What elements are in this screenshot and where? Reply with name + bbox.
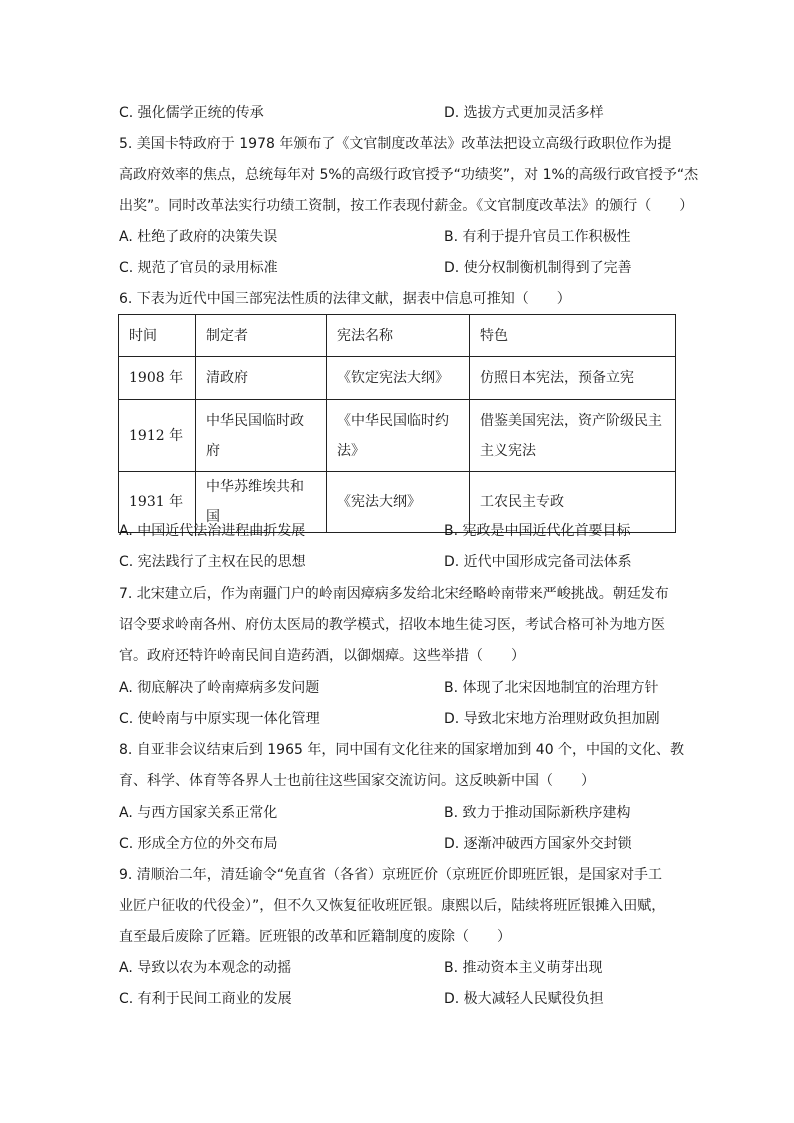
q9-stem-line-1: 9. 清顺治二年，清廷谕令“免直省（各省）京班匠价（京班匠价即班匠银，是国家对手工	[119, 867, 663, 883]
q9-option-c: C. 有利于民间工商业的发展	[119, 991, 292, 1007]
q7-option-a: A. 彻底解决了岭南瘴病多发问题	[119, 680, 320, 696]
q9-option-d: D. 极大减轻人民赋役负担	[444, 991, 604, 1007]
q6-option-b: B. 宪政是中国近代化首要目标	[444, 523, 631, 539]
q4-option-c: C. 强化儒学正统的传承	[119, 105, 264, 121]
table-cell: 1908 年	[119, 357, 196, 400]
q5-stem-line-2: 高政府效率的焦点，总统每年对 5%的高级行政官授予“功绩奖”，对 1%的高级行政官授予“杰	[119, 167, 699, 183]
table-cell: 中华民国临时政府	[196, 400, 327, 472]
constitution-table	[118, 314, 676, 533]
q5-option-d: D. 使分权制衡机制得到了完善	[444, 260, 632, 276]
table-cell: 中华苏维埃共和国	[196, 472, 327, 533]
q9-stem-line-3: 直至最后废除了匠籍。匠班银的改革和匠籍制度的废除（ ）	[119, 929, 511, 945]
q7-option-d: D. 导致北宋地方治理财政负担加剧	[444, 711, 660, 727]
q8-option-b: B. 致力于推动国际新秩序建构	[444, 805, 631, 821]
table-cell: 1912 年	[119, 400, 196, 472]
table-row	[119, 400, 676, 472]
q8-option-c: C. 形成全方位的外交布局	[119, 836, 278, 852]
q5-stem-line-1: 5. 美国卡特政府于 1978 年颁布了《文官制度改革法》改革法把设立高级行政职位作为提	[119, 136, 672, 152]
q8-option-d: D. 逐渐冲破西方国家外交封锁	[444, 836, 632, 852]
table-header-cell: 特色	[470, 315, 676, 357]
q9-stem-line-2: 业匠户征收的代役金）”，但不久又恢复征收班匠银。康熙以后，陆续将班匠银摊入田赋，	[119, 898, 666, 914]
q5-option-b: B. 有利于提升官员工作积极性	[444, 229, 631, 245]
q6-option-c: C. 宪法践行了主权在民的思想	[119, 554, 306, 570]
table-header-cell: 时间	[119, 315, 196, 357]
q8-stem-line-1: 8. 自亚非会议结束后到 1965 年，同中国有文化往来的国家增加到 40 个，中国的文化、教	[119, 742, 685, 758]
q6-stem-line-1: 6. 下表为近代中国三部宪法性质的法律文献，据表中信息可推知（ ）	[119, 291, 571, 307]
q4-option-d: D. 选拔方式更加灵活多样	[444, 105, 604, 121]
table-cell: 《宪法大纲》	[327, 472, 470, 533]
q7-option-b: B. 体现了北宋因地制宜的治理方针	[444, 680, 659, 696]
q9-option-b: B. 推动资本主义萌芽出现	[444, 960, 603, 976]
q6-option-a: A. 中国近代法治进程曲折发展	[119, 523, 306, 539]
q8-option-a: A. 与西方国家关系正常化	[119, 805, 278, 821]
q7-stem-line-3: 官。政府还特许岭南民间自造药酒，以御烟瘴。这些举措（ ）	[119, 648, 525, 664]
table-cell: 工农民主专政	[470, 472, 676, 533]
table-cell: 清政府	[196, 357, 327, 400]
table-cell: 《钦定宪法大纲》	[327, 357, 470, 400]
q6-option-d: D. 近代中国形成完备司法体系	[444, 554, 632, 570]
q7-stem-line-2: 诏令要求岭南各州、府仿太医局的教学模式，招收本地生徒习医，考试合格可补为地方医	[119, 617, 665, 633]
q7-option-c: C. 使岭南与中原实现一体化管理	[119, 711, 320, 727]
q7-stem-line-1: 7. 北宋建立后，作为南疆门户的岭南因瘴病多发给北宋经略岭南带来严峻挑战。朝廷发布	[119, 586, 669, 602]
q5-stem-line-3: 出奖”。同时改革法实行功绩工资制，按工作表现付薪金。《文官制度改革法》的颁行（ ）	[119, 198, 694, 214]
table-cell: 借鉴美国宪法，资产阶级民主主义宪法	[470, 400, 676, 472]
table-cell: 《中华民国临时约法》	[327, 400, 470, 472]
table-header-row	[119, 315, 676, 357]
table-header-cell: 宪法名称	[327, 315, 470, 357]
table-cell: 1931 年	[119, 472, 196, 533]
q9-option-a: A. 导致以农为本观念的动摇	[119, 960, 292, 976]
table-header-cell: 制定者	[196, 315, 327, 357]
q5-option-a: A. 杜绝了政府的决策失误	[119, 229, 278, 245]
table-row	[119, 357, 676, 400]
table-cell: 仿照日本宪法，预备立宪	[470, 357, 676, 400]
q5-option-c: C. 规范了官员的录用标准	[119, 260, 278, 276]
q8-stem-line-2: 育、科学、体育等各界人士也前往这些国家交流访问。这反映新中国（ ）	[119, 773, 595, 789]
